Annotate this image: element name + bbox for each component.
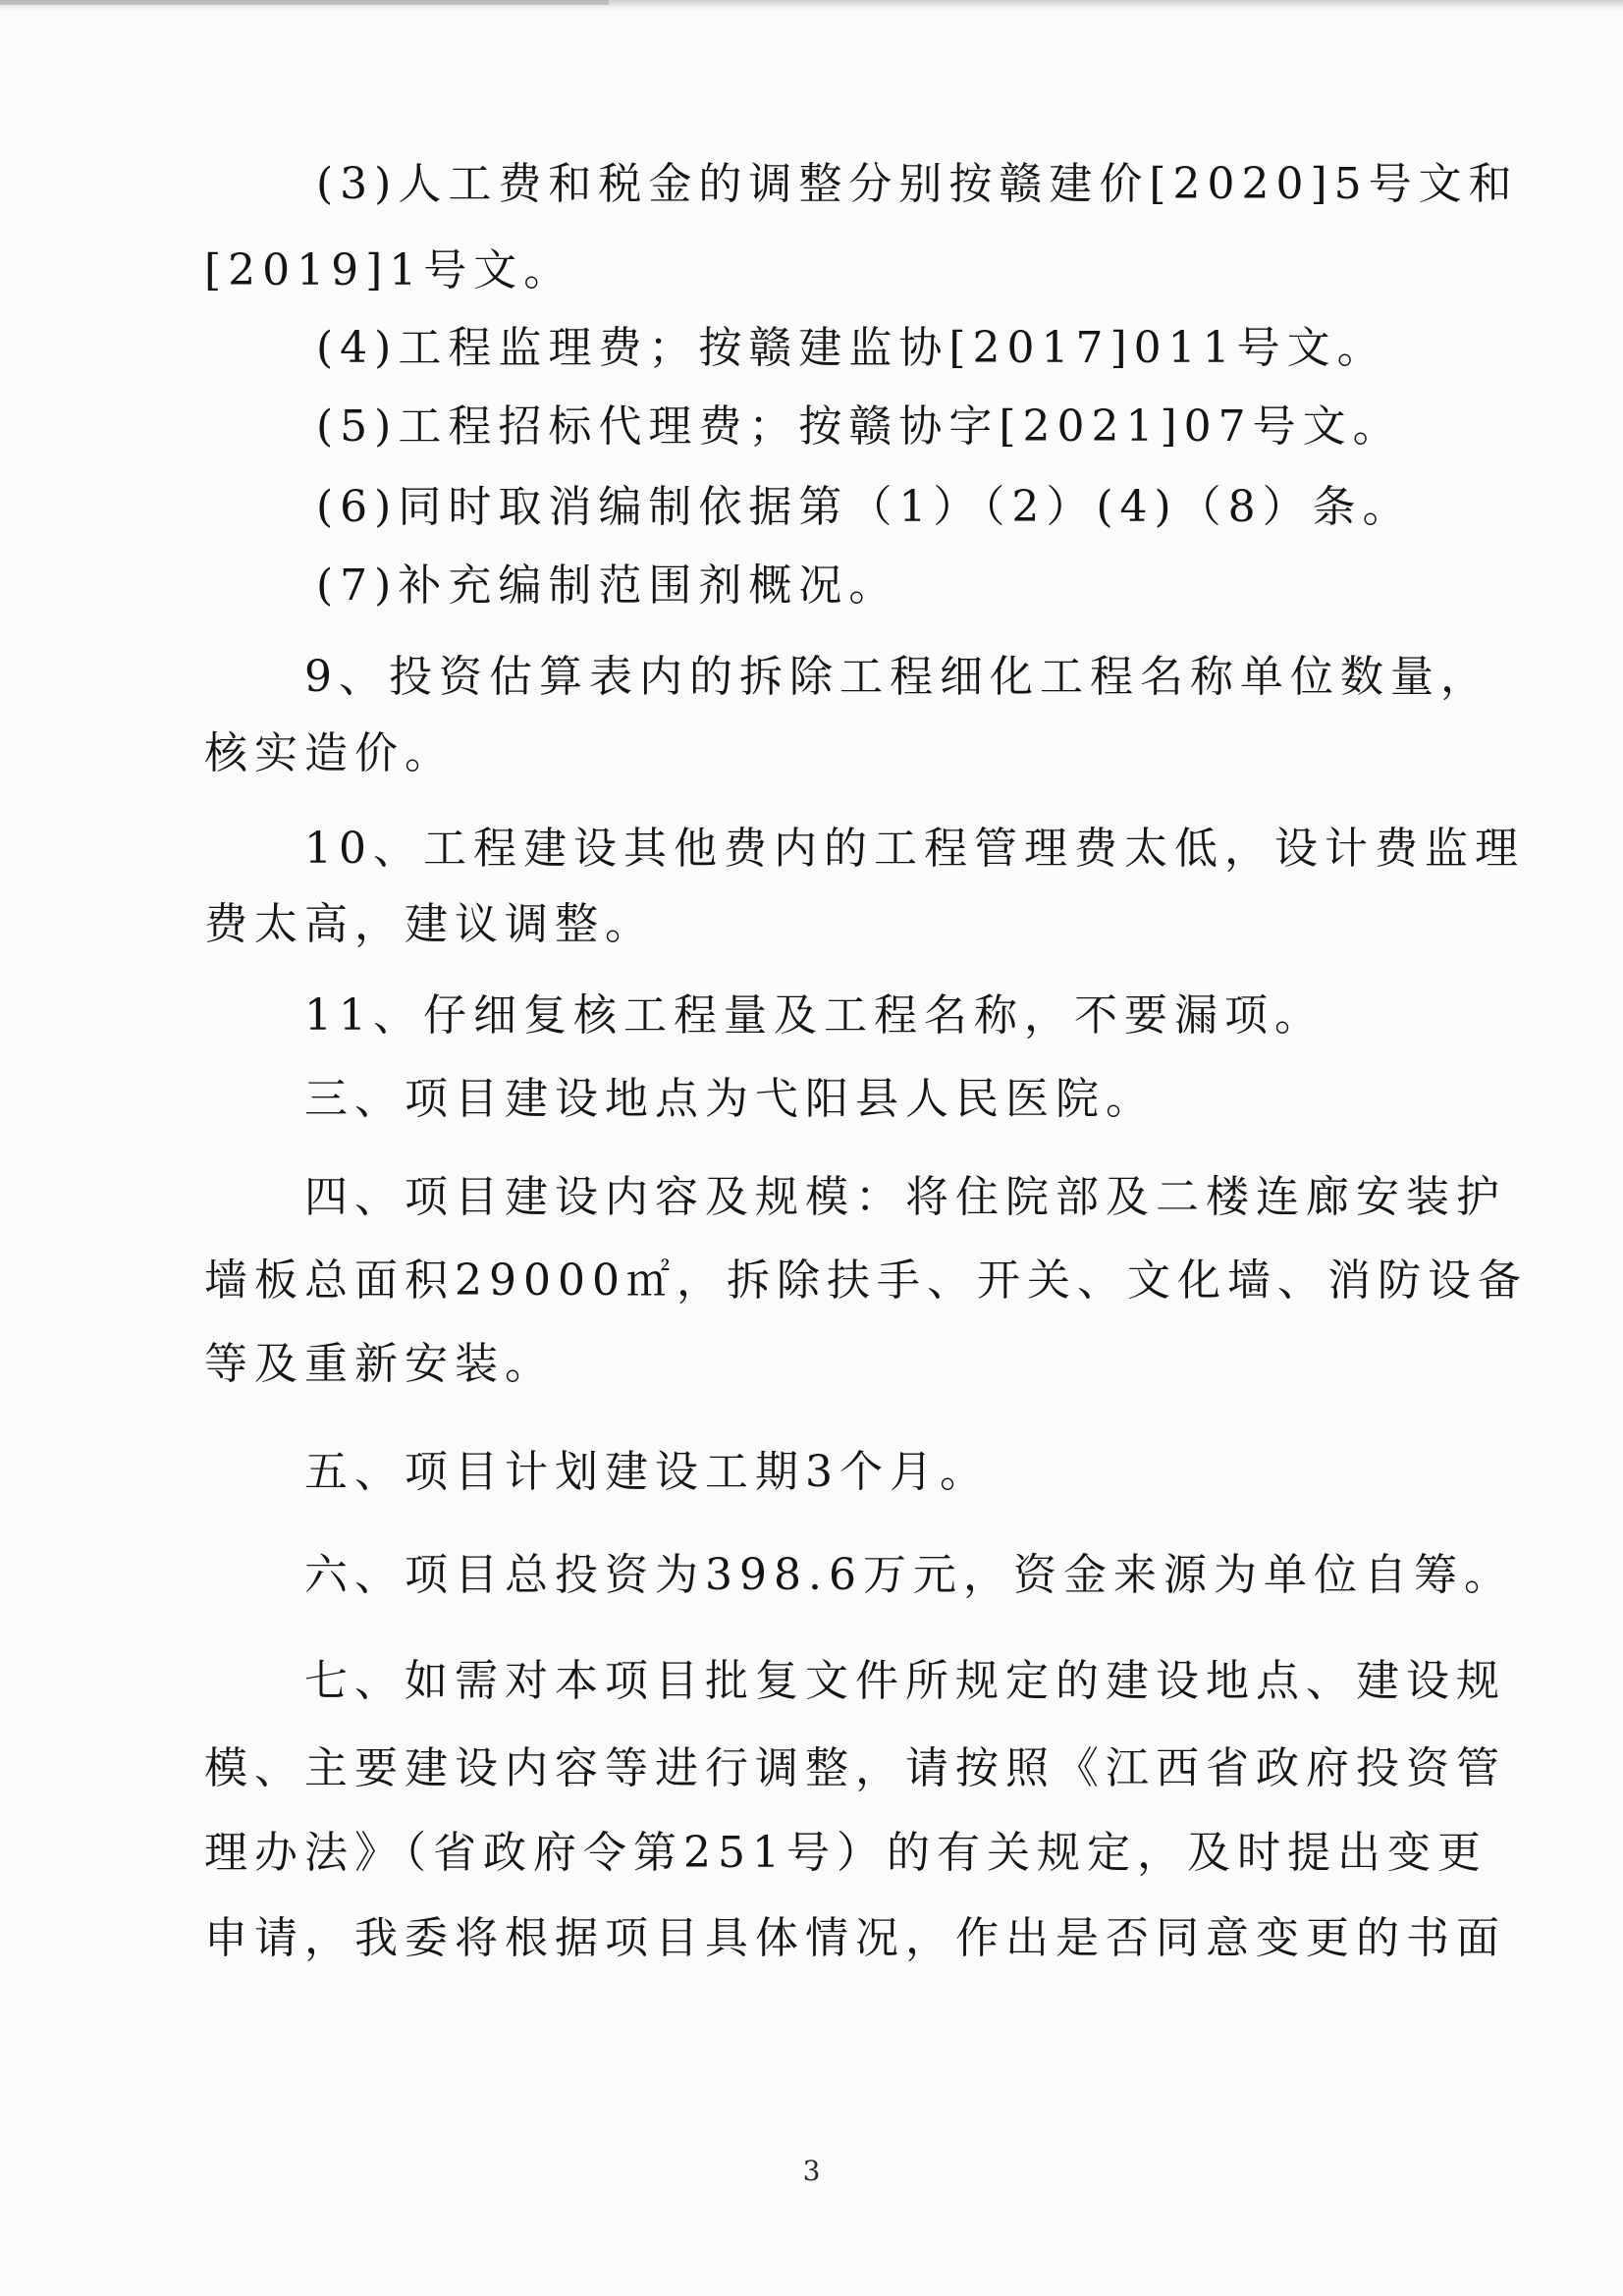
page-number: 3 xyxy=(802,2155,821,2187)
text-line: 等及重新安装。 xyxy=(204,1339,555,1389)
text-line: 三、项目建设地点为弋阳县人民医院。 xyxy=(304,1074,1156,1124)
text-line: 七、如需对本项目批复文件所规定的建设地点、建设规 xyxy=(304,1656,1506,1706)
text-line: 六、项目总投资为398.6万元，资金来源为单位自筹。 xyxy=(304,1550,1514,1600)
text-line: 9、投资估算表内的拆除工程细化工程名称单位数量， xyxy=(304,652,1490,702)
text-line: [2019]1号文。 xyxy=(204,245,574,295)
text-line: 模、主要建设内容等进行调整，请按照《江西省政府投资管 xyxy=(204,1743,1506,1793)
text-line: 四、项目建设内容及规模：将住院部及二楼连廊安装护 xyxy=(304,1172,1506,1222)
text-line: 核实造价。 xyxy=(204,728,455,778)
text-line: 费太高，建议调整。 xyxy=(204,899,655,949)
text-line: (5)工程招标代理费；按赣协字[2021]07号文。 xyxy=(316,401,1403,452)
text-line: 理办法》（省政府令第251号）的有关规定，及时提出变更 xyxy=(204,1828,1488,1878)
text-line: 墙板总面积29000㎡，拆除扶手、开关、文化墙、消防设备 xyxy=(204,1255,1528,1306)
text-line: (3)人工费和税金的调整分别按赣建价[2020]5号文和 xyxy=(316,159,1519,209)
text-line: (6)同时取消编制依据第（1）（2）(4)（8）条。 xyxy=(316,482,1413,532)
text-line: 五、项目计划建设工期3个月。 xyxy=(304,1447,990,1497)
text-line: 10、工程建设其他费内的工程管理费太低，设计费监理 xyxy=(304,824,1525,874)
text-line: (4)工程监理费；按赣建监协[2017]011号文。 xyxy=(316,323,1387,373)
text-line: 申请，我委将根据项目具体情况，作出是否同意变更的书面 xyxy=(204,1913,1506,1963)
text-line: 11、仔细复核工程量及工程名称，不要漏项。 xyxy=(304,990,1325,1041)
scan-edge-mark xyxy=(0,0,609,5)
text-line: (7)补充编制范围剂概况。 xyxy=(316,561,899,611)
